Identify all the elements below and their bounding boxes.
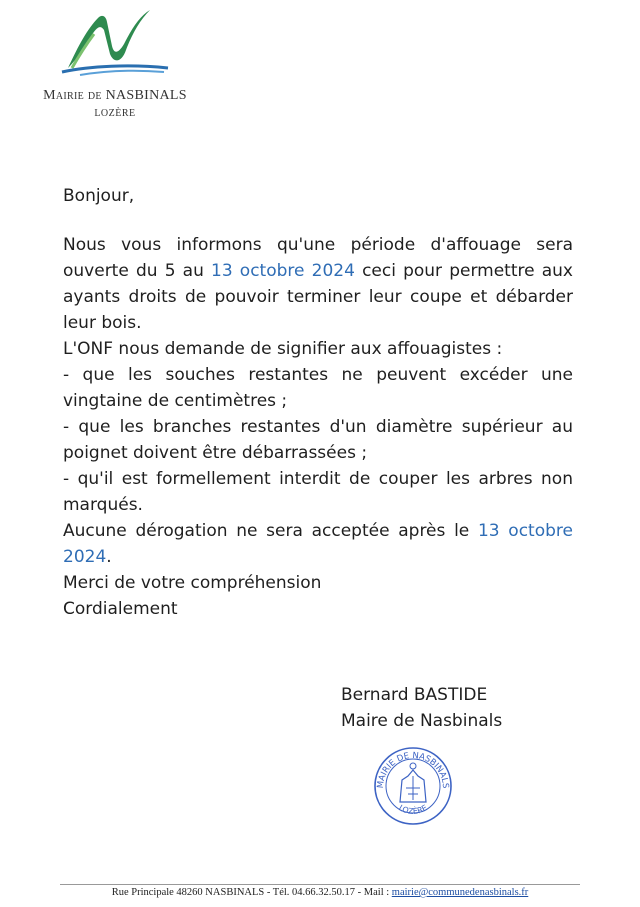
footer-email-link[interactable]: mairie@communedenasbinals.fr [391,887,529,898]
greeting: Bonjour, [63,186,135,206]
thanks-line: Merci de votre compréhension [63,573,322,593]
signatory-name: Bernard BASTIDE [341,685,488,705]
paragraph-text: ceci pour permettre aux ayants droits de pouvoir terminer leur coupe et débarder leur bois. [63,261,573,333]
date-highlight: 13 octobre 2024 [63,521,573,567]
letterhead-name: Mairie de NASBINALS [43,88,187,103]
paragraph-text: Aucune dérogation ne sera acceptée après le [63,521,478,541]
signatory-role: Maire de Nasbinals [341,711,503,731]
rule-item-unmarked-trees: - qu'il est formellement interdit de couper les arbres non marqués. [63,469,573,515]
footer-address: Rue Principale 48260 NASBINALS - Tél. 04.66.32.50.17 - Mail : [111,887,392,898]
letter-body [63,183,573,622]
footer-contact [0,887,640,898]
paragraph-text: . [106,547,112,567]
svg-text:LOZÈRE [397,803,429,816]
paragraph-text: Nous vous informons qu'une période d'affouage sera ouverte du 5 au [63,235,573,281]
rule-item-branches: - que les branches restantes d'un diamètre supérieur au poignet doivent être débarrassées ; [63,417,573,463]
footer-divider [60,884,580,885]
paragraph-affouage [63,232,573,336]
date-highlight: 13 octobre 2024 [211,261,355,281]
paragraph-onf: L'ONF nous demande de signifier aux affouagistes : [63,339,503,359]
town-logo-icon [60,6,170,76]
rule-item-stumps: - que les souches restantes ne peuvent excéder une vingtaine de centimètres ; [63,365,573,411]
letterhead-department: LOZÈRE [94,108,136,119]
stamp-text-top: MAIRIE DE NASBINALS [375,750,451,789]
official-stamp-icon [368,740,458,830]
closing-line: Cordialement [63,599,178,619]
stamp-text-bottom: LOZÈRE [397,803,429,817]
paragraph-deadline [63,518,573,570]
